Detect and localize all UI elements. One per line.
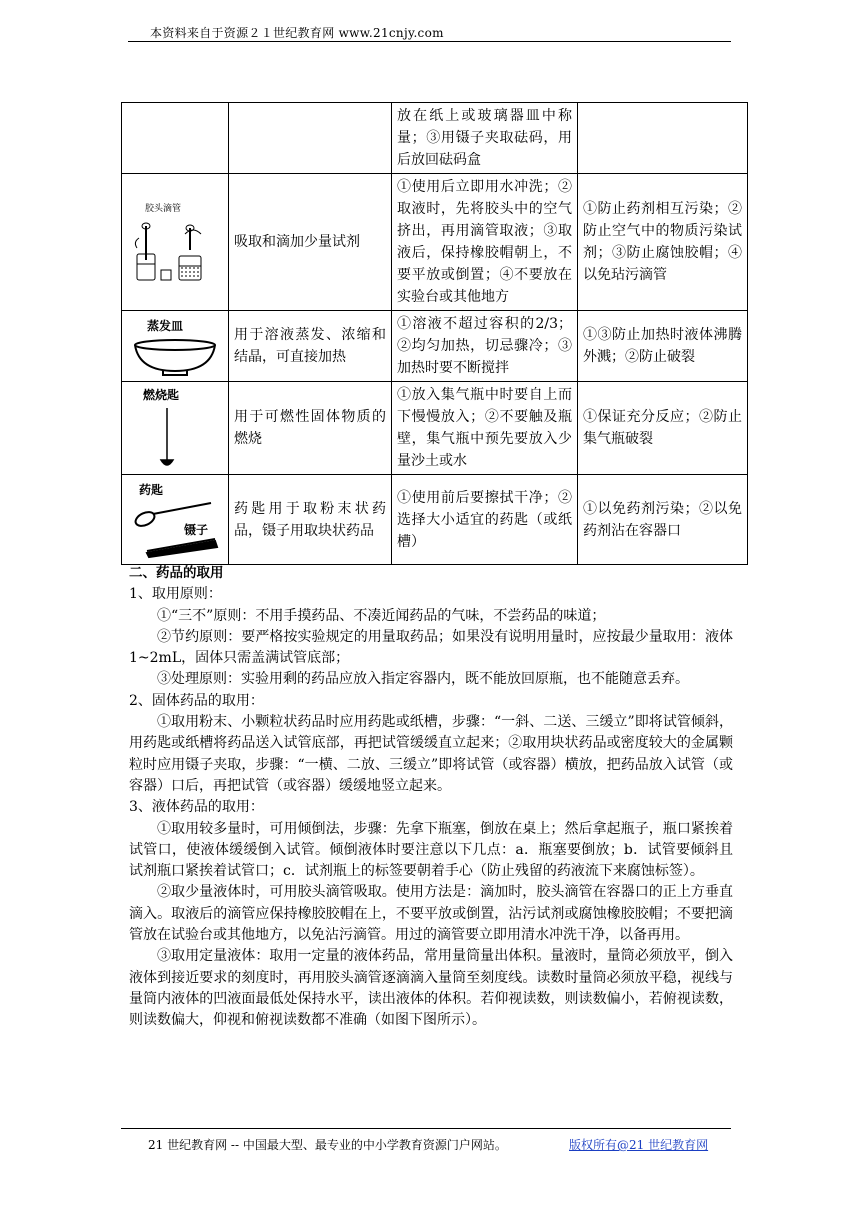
spoon-tweezers-image-cell [122,475,229,565]
tweezers-label: 镊子 [184,523,209,537]
paragraph: ①取用粉末、小颗粒状药品时应用药匙或纸槽，步骤：“一斜、二送、三缓立”即将试管倾斜，用药匙或纸槽将药品送入试管底部，再把试管缓缓直立起来；②取用块状药品或密度较大的金属颗粒时应用镊子夹取，步骤：“一横、二放、三缓立”即将试管（或容器）横放，把药品放入试管（或容器）口后，再把试管（或容器）缓缓地竖立起来。 [129,714,733,794]
paragraph: ①“三不”原则：不用手摸药品、不凑近闻药品的气味，不尝药品的味道； [157,607,606,624]
combustion-spoon-illustration [127,406,223,472]
evaporating-dish-illustration [127,337,223,377]
combustion-spoon-image-cell [122,382,229,475]
image-cell [122,103,229,174]
footer-text: 21 世纪教育网 -- 中国最大型、最专业的中小学教育资源门户网站。 [148,1138,507,1152]
reasons-cell: ①③防止加热时液体沸腾外溅；②防止破裂 [578,311,748,382]
table-row [122,103,748,174]
reasons-cell: ①保证充分反应；②防止集气瓶破裂 [578,382,748,475]
paragraph: ②节约原则：要严格按实验规定的用量取药品；如果没有说明用量时，应按最少量取用：液体 1~2mL，固体只需盖满试管底部； [129,628,733,667]
paragraph: ②取少量液体时，可用胶头滴管吸取。使用方法是：滴加时，胶头滴管在容器口的正上方垂直滴入。取液后的滴管应保持橡胶胶帽在上，不要平放或倒置，沾污试剂或腐蚀橡胶胶帽；不要把滴管放在试验台或其他地方，以免沾污滴管。用过的滴管要立即用清水冲洗干净，以备再用。 [129,884,733,944]
reasons-cell: ①以免药剂污染；②以免药剂沾在容器口 [578,475,748,565]
table-row [122,382,748,475]
paragraph: ①取用较多量时，可用倾倒法，步骤：先拿下瓶塞，倒放在桌上；然后拿起瓶子，瓶口紧挨着试管口，使液体缓缓倒入试管。倾倒液体时要注意以下几点：a．瓶塞要倒放；b．试管要倾斜且试剂瓶口紧挨着试管口；c．试剂瓶上的标签要朝着手心（防止残留的药液流下来腐蚀标签）。 [129,820,733,880]
purpose-cell [229,103,392,174]
notes-cell: ①溶液不超过容积的2/3；②均匀加热，切忌骤冷；③加热时要不断搅拌 [392,311,578,382]
subheading: 3、液体药品的取用： [129,799,264,816]
notes-cell: ①使用后立即用水冲洗；②取液时，先将胶头中的空气挤出，再用滴管取液；③取液后，保持橡胶帽朝上，不要平放或倒置；④不要放在实验台或其他地方 [392,174,578,311]
table-row [122,475,748,565]
evaporating-dish-image-cell [122,311,229,382]
page-header: 本资料来自于资源２１世纪教育网 www.21cnjy.com [150,26,444,40]
notes-cell: ①使用前后要擦拭干净；②选择大小适宜的药匙（或纸槽） [392,475,578,565]
purpose-cell: 吸取和滴加少量试剂 [229,174,392,311]
subheading: 1、取用原则： [129,586,222,603]
paragraph: ③处理原则：实验用剩的药品应放入指定容器内，既不能放回原瓶，也不能随意丢弃。 [157,671,689,688]
dropper-image-cell [122,174,229,311]
spoon-tweezers-illustration [127,501,223,561]
evaporating-dish-label: 蒸发皿 [147,319,184,333]
table-row [122,174,748,311]
medicine-spoon-label: 药匙 [139,482,164,497]
reasons-cell: ①防止药剂相互污染；②防止空气中的物质污染试剂；③防止腐蚀胶帽；④以免玷污滴管 [578,174,748,311]
subheading: 2、固体药品的取用： [129,692,264,709]
notes-cell: ①放入集气瓶中时要自上而下慢慢放入；②不要触及瓶壁，集气瓶中预先要放入少量沙土或水 [392,382,578,475]
paragraph: ③取用定量液体：取用一定量的液体药品，常用量筒量出体积。量液时，量筒必须放平，倒入液体到接近要求的刻度时，再用胶头滴管逐滴滴入量筒至刻度线。读数时量筒必须放平稳，视线与量筒内液体的凹液面最低处保持水平，读出液体的体积。若仰视读数，则读数偏小，若俯视读数，则读数偏大，仰视和俯视读数都不准确（如图下图所示）。 [129,948,733,1029]
table-row [122,311,748,382]
combustion-spoon-label: 燃烧匙 [143,388,180,402]
body-content [129,563,733,1032]
dropper-illustration [127,220,223,286]
dropper-label: 胶头滴管 [145,204,182,214]
equipment-table [121,102,748,565]
header-divider [128,41,731,42]
footer-divider [121,1128,731,1129]
purpose-cell: 药匙用于取粉末状药品，镊子用取块状药品 [229,475,392,565]
notes-cell: 放在纸上或玻璃器皿中称量；③用镊子夹取砝码，用后放回砝码盒 [392,103,578,174]
section-title: 二、药品的取用 [129,565,224,581]
purpose-cell: 用于可燃性固体物质的燃烧 [229,382,392,475]
purpose-cell: 用于溶液蒸发、浓缩和结晶，可直接加热 [229,311,392,382]
copyright-link[interactable]: 版权所有@21 世纪教育网 [569,1138,709,1152]
reasons-cell [578,103,748,174]
